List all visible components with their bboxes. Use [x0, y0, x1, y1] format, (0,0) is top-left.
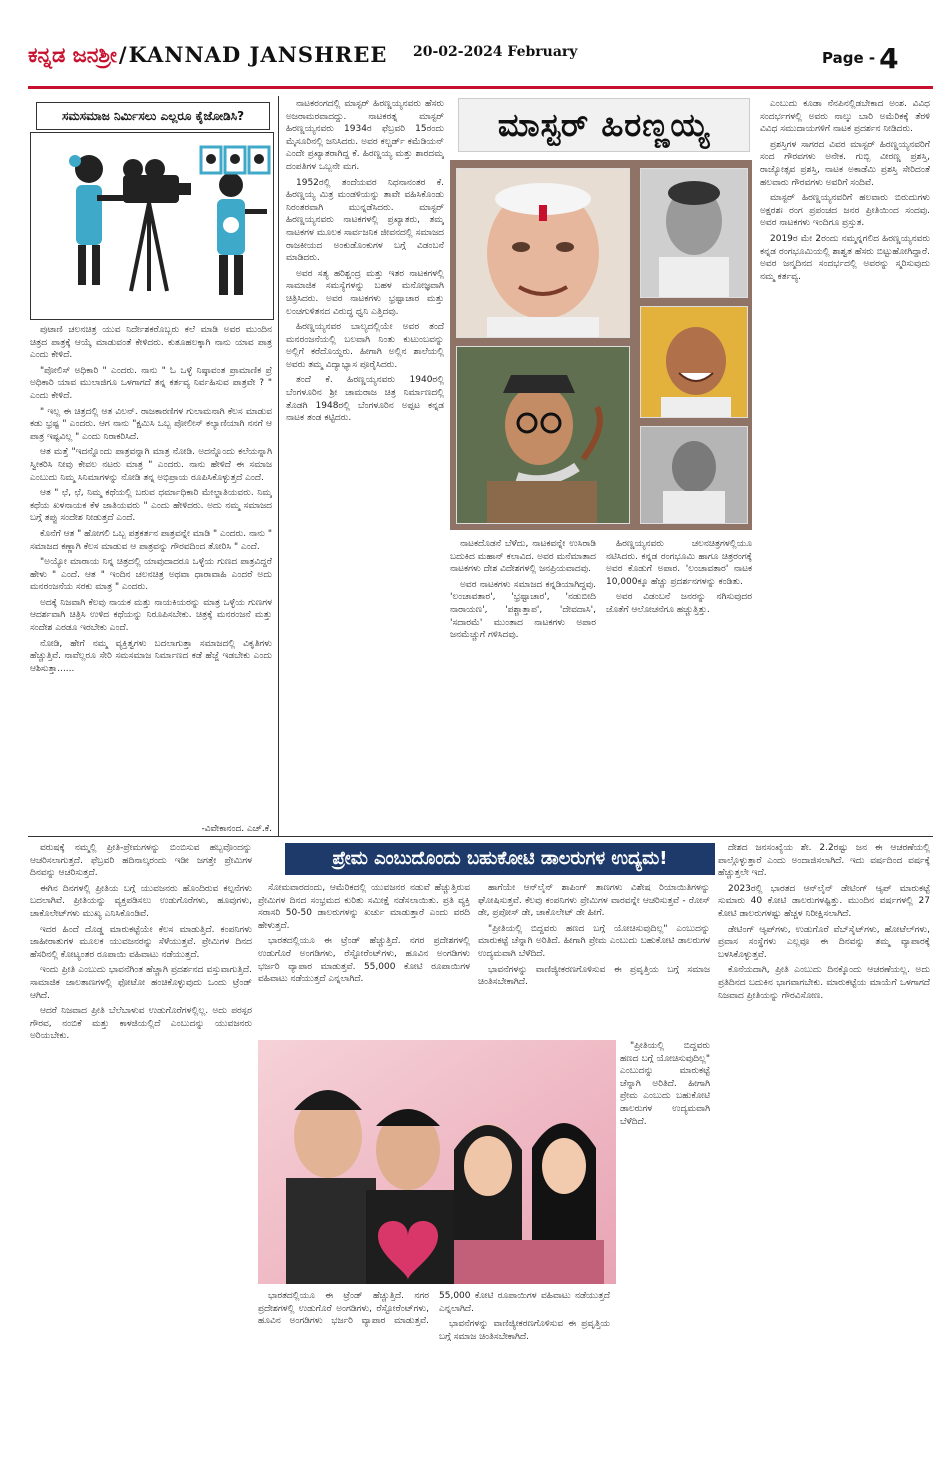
article3-column-2-lower: [258, 1290, 610, 1462]
article1-paragraph: "ಪೋಲಿಸ್ ಅಧಿಕಾರಿ " ಎಂದರು. ನಾನು " ಓ ಒಳ್ಳೆ ನಿಷ್ಠಾವಂತ ಪ್ರಾಮಾಣಿಕ ಪ್ರೆ ಅಧಿಕಾರಿ ಯಾವ ಮುಲಾಜಿಗೂ ಒಳಗಾಗದೆ ತನ್ನ ಕರ್ತವ್ಯ ನಿರ್ವಹಿಸುವ ಪಾತ್ರವೇ ? " ಎಂದು ಕೇಳಿದೆ.: [30, 365, 272, 401]
article3-column-3-side: [620, 1040, 710, 1284]
article1-body: [30, 324, 272, 822]
article3-paragraph: ಈಗಿನ ದಿನಗಳಲ್ಲಿ ಪ್ರೀತಿಯ ಬಗ್ಗೆ ಯುವಜನರು ಹೊಂದಿರುವ ಕಲ್ಪನೆಗಳು ಬದಲಾಗಿವೆ. ಪ್ರೀತಿಯನ್ನು ವ್ಯಕ್ತಪಡಿಸಲು ಉಡುಗೊರೆಗಳು, ಹೂವುಗಳು, ಚಾಕೊಲೇಟ್‌ಗಳು ಮುಖ್ಯ ಎನಿಸಿಕೊಂಡಿವೆ.: [30, 883, 252, 919]
article2-paragraph: ಅವರ ವಿಡಂಬನೆ ಜನರನ್ನು ನಗಿಸುವುದರ ಜೊತೆಗೆ ಆಲೋಚನೆಗೂ ಹಚ್ಚುತ್ತಿತ್ತು.: [606, 592, 752, 615]
article2-column-b: [450, 538, 752, 828]
elder-photo: [640, 426, 748, 524]
article1-signature: -ವಿವೇಕಾನಂದ. ಎಚ್.ಕೆ.: [201, 824, 272, 834]
cartoon-title: ಸಮಸಮಾಜ ನಿರ್ಮಿಸಲು ಎಲ್ಲರೂ ಕೈಜೋಡಿಸಿ?: [36, 102, 270, 130]
masthead: [0, 0, 945, 78]
portrait-photo-main: [456, 168, 630, 338]
logo-english: KANNAD JANSHREE: [128, 42, 388, 67]
newspaper-logo: [28, 42, 387, 68]
article2-paragraph: ಪ್ರಶಸ್ತಿಗಳ ಸಾಗರದ ವಿವರ ಮಾಸ್ಟರ್ ಹಿರಣ್ಣಯ್ಯನವರಿಗೆ ಸಂದ ಗೌರವಗಳು ಅನೇಕ. ಗುಬ್ಬಿ ವೀರಣ್ಣ ಪ್ರಶಸ್ತಿ, ರಾಜ್ಯೋತ್ಸವ ಪ್ರಶಸ್ತಿ, ನಾಟಕ ಅಕಾಡೆಮಿ ಪ್ರಶಸ್ತಿ ಸೇರಿದಂತೆ ಹಲವಾರು ಗೌರವಗಳು ಅವರಿಗೆ ಸಂದಿವೆ.: [760, 139, 930, 188]
logo-kannada: ಕನ್ನಡ ಜನಶ್ರೀ: [28, 43, 117, 67]
article1-paragraph: ಪುಟಾಣಿ ಚಲನಚಿತ್ರ ಯುವ ನಿರ್ದೇಶಕರೊಬ್ಬರು ಕಲೆ ಮಾಡಿ ಅವರ ಮುಂದಿನ ಚಿತ್ರದ ಪಾತ್ರಕ್ಕೆ ಆಯ್ಕೆ ಮಾಡುವಂತೆ ಕೇಳಿದರು. ಕುತೂಹಲಕ್ಕಾಗಿ ನಾನು ಯಾವ ಪಾತ್ರ ಎಂದು ಕೇಳಿದೆ.: [30, 325, 272, 361]
logo-separator: /: [118, 43, 127, 67]
article3-paragraph: ಡೇಟಿಂಗ್ ಆ್ಯಪ್‌ಗಳು, ಉಡುಗೊರೆ ವೆಬ್‌ಸೈಟ್‌ಗಳು, ಹೋಟೆಲ್‌ಗಳು, ಪ್ರವಾಸ ಸಂಸ್ಥೆಗಳು ಎಲ್ಲವೂ ಈ ದಿನವನ್ನು ತಮ್ಮ ವ್ಯಾಪಾರಕ್ಕೆ ಬಳಸಿಕೊಳ್ಳುತ್ತವೆ.: [718, 924, 930, 960]
article2-column-a: [286, 98, 444, 826]
section-divider: [28, 836, 933, 837]
article3-paragraph: ಭಾರತದಲ್ಲಿಯೂ ಈ ಟ್ರೆಂಡ್ ಹೆಚ್ಚುತ್ತಿದೆ. ನಗರ ಪ್ರದೇಶಗಳಲ್ಲಿ ಉಡುಗೊರೆ ಅಂಗಡಿಗಳು, ರೆಸ್ಟೋರೆಂಟ್‌ಗಳು, ಹೂವಿನ ಅಂಗಡಿಗಳು ಭರ್ಜರಿ ವ್ಯಾಪಾರ ಮಾಡುತ್ತವೆ. 55,000 ಕೋಟಿ ರೂಪಾಯಿಗಳ ವಹಿವಾಟು ನಡೆಯುತ್ತದೆ ಎನ್ನಲಾಗಿದೆ.: [258, 1291, 610, 1327]
article3-paragraph: ಇಂದು ಪ್ರೀತಿ ಎಂಬುದು ಭಾವನೆಗಿಂತ ಹೆಚ್ಚಾಗಿ ಪ್ರದರ್ಶನದ ವಸ್ತುವಾಗುತ್ತಿದೆ. ಸಾಮಾಜಿಕ ಜಾಲತಾಣಗಳಲ್ಲಿ ಫೋಟೋ ಹಂಚಿಕೊಳ್ಳುವುದು ಒಂದು ಟ್ರೆಂಡ್ ಆಗಿದೆ.: [30, 965, 252, 1001]
column-divider: [278, 96, 279, 836]
article2-paragraph: ನಾಟಕದೊಡನೆ ಬೆಳೆದು, ನಾಟಕವನ್ನೇ ಉಸಿರಾಡಿ ಬದುಕಿದ ಮಹಾನ್ ಕಲಾವಿದ. ಅವರ ಮನೆಮಾತಾದ ನಾಟಕಗಳು ದೇಶ ವಿದೇಶಗಳಲ್ಲಿ ಜನಪ್ರಿಯವಾದವು.: [450, 539, 596, 575]
article2-paragraph: ಹಿರಣ್ಣಯ್ಯನವರು ಚಲನಚಿತ್ರಗಳಲ್ಲಿಯೂ ನಟಿಸಿದರು. ಕನ್ನಡ ರಂಗಭೂಮಿ ಹಾಗೂ ಚಿತ್ರರಂಗಕ್ಕೆ ಅವರ ಕೊಡುಗೆ ಅಪಾರ. 'ಲಂಚಾವತಾರ' ನಾಟಕ 10,000ಕ್ಕೂ ಹೆಚ್ಚು ಪ್ರದರ್ಶನಗಳನ್ನು ಕಂಡಿತು.: [606, 539, 752, 587]
stage-photo: [456, 346, 630, 524]
article3-paragraph: ಸೋಮವಾರದಂದು, ಆಮೆರಿಕದಲ್ಲಿ ಯುವಜನರ ನಡುವೆ ಹೆಚ್ಚುತ್ತಿರುವ ಪ್ರೇಮಿಗಳ ದಿನದ ಸಂಭ್ರಮದ ಕುರಿತು ಸಮೀಕ್ಷೆ ನಡೆಸಲಾಯಿತು. ಪ್ರತಿ ವ್ಯಕ್ತಿ ಸರಾಸರಿ 50-50 ಡಾಲರುಗಳನ್ನು ಖರ್ಚು ಮಾಡುತ್ತಾರೆ ಎಂದು ವರದಿ ಹೇಳುತ್ತದೆ.: [258, 883, 470, 931]
article3-paragraph: ವರುಷಕ್ಕೆ ನಮ್ಮಲ್ಲಿ ಪ್ರೀತಿ-ಪ್ರೇಮಗಳನ್ನು ಬಿಂಬಿಸುವ ಹಬ್ಬವೊಂದನ್ನು ಆಚರಿಸಲಾಗುತ್ತದೆ. ಫೆಬ್ರವರಿ ಹದಿನಾಲ್ಕರಂದು ಇಡೀ ಜಗತ್ತೇ ಪ್ರೇಮಿಗಳ ದಿನವನ್ನು ಆಚರಿಸುತ್ತದೆ.: [30, 843, 252, 879]
article2-headline: ಮಾಸ್ಟರ್ ಹಿರಣ್ಣಯ್ಯ: [458, 98, 750, 152]
portrait-photo-bw: [640, 168, 748, 298]
article3-column-3: [478, 882, 710, 1034]
article1-paragraph: ಆತ ಮತ್ತೆ "ಇದನ್ನೊಂದು ಪಾತ್ರವನ್ನಾಗಿ ಮಾತ್ರ ನೋಡಿ. ಅದನ್ನೊಂದು ಕಲೆಯನ್ನಾಗಿ ಸ್ವೀಕರಿಸಿ ನೀವು ಕೇವಲ ನಟರು ಮಾತ್ರ " ಎಂದರು. ನಾನು ಹೇಳಿದೆ ಈ ಸಮಾಜ ಎಂಬುದು ನಿಮ್ಮ ಸಿನಿಮಾಗಳನ್ನು ನೋಡಿ ತನ್ನ ಅಭಿಪ್ರಾಯ ರೂಪಿಸಿಕೊಳ್ಳುತ್ತದೆ ಎಂದೆ.: [30, 447, 272, 483]
article2-paragraph: ಹಿರಣ್ಣಯ್ಯನವರ ಬಾಲ್ಯದಲ್ಲಿಯೇ ಅವರ ತಂದೆ ಮನರಂಜನೆಯಲ್ಲಿ ಬಲವಾಗಿ ನಿಂತು ಕುಟುಂಬವನ್ನು ಅಲ್ಲಿಗೆ ಕರೆದೊಯ್ದರು. ಹೀಗಾಗಿ ಅಲ್ಲಿನ ಶಾಲೆಯಲ್ಲಿ ಅವರು ತಮ್ಮ ವಿದ್ಯಾಭ್ಯಾಸ ಪೂರೈಸಿದರು.: [286, 322, 444, 370]
article3-paragraph: ದೇಶದ ಜನಸಂಖ್ಯೆಯ ಶೇ. 2.2ರಷ್ಟು ಜನ ಈ ಆಚರಣೆಯಲ್ಲಿ ಪಾಲ್ಗೊಳ್ಳುತ್ತಾರೆ ಎಂದು ಅಂದಾಜಿಸಲಾಗಿದೆ. ಇದು ವರ್ಷದಿಂದ ವರ್ಷಕ್ಕೆ ಹೆಚ್ಚುತ್ತಲೇ ಇದೆ.: [718, 843, 930, 879]
article3-paragraph: ಕೊನೆಯದಾಗಿ, ಪ್ರೀತಿ ಎಂಬುದು ದಿನಕ್ಕೊಂದು ಆಚರಣೆಯಲ್ಲ. ಅದು ಪ್ರತಿದಿನದ ಬದುಕಿನ ಭಾಗವಾಗಬೇಕು. ಮಾರುಕಟ್ಟೆಯ ಮಾಯೆಗೆ ಒಳಗಾಗದೆ ನಿಜವಾದ ಪ್ರೀತಿಯನ್ನು ಗೌರವಿಸೋಣ.: [718, 965, 930, 1001]
page-number: 4: [879, 42, 899, 75]
article3-paragraph: ಭಾವನೆಗಳನ್ನು ವಾಣಿಜ್ಯೀಕರಣಗೊಳಿಸುವ ಈ ಪ್ರವೃತ್ತಿಯ ಬಗ್ಗೆ ಸಮಾಜ ಚಿಂತಿಸಬೇಕಾಗಿದೆ.: [439, 1319, 610, 1342]
photo-collage: [450, 160, 752, 530]
article3-paragraph: ಆದರೆ ನಿಜವಾದ ಪ್ರೀತಿ ಬೆಲೆಬಾಳುವ ಉಡುಗೊರೆಗಳಲ್ಲಿಲ್ಲ. ಅದು ಪರಸ್ಪರ ಗೌರವ, ನಂಬಿಕೆ ಮತ್ತು ಕಾಳಜಿಯಲ್ಲಿದೆ ಎಂಬುದನ್ನು ಯುವಜನರು ಅರಿಯಬೇಕು.: [30, 1006, 252, 1042]
article2-paragraph: 2019ರ ಮೇ 2ರಂದು ನಮ್ಮನ್ನಗಲಿದ ಹಿರಣ್ಣಯ್ಯನವರು ಕನ್ನಡ ರಂಗಭೂಮಿಯಲ್ಲಿ ಶಾಶ್ವತ ಹೆಸರು ಬಿಟ್ಟುಹೋಗಿದ್ದಾರೆ. ಅವರ ಜನ್ಮದಿನದ ಸಂದರ್ಭದಲ್ಲಿ ಅವರನ್ನು ಸ್ಮರಿಸುವುದು ನಮ್ಮ ಕರ್ತವ್ಯ.: [760, 233, 930, 282]
article2-paragraph: ಎಂಬುದು ಕೂಡಾ ನೆನಪಿನಲ್ಲಿಡಬೇಕಾದ ಅಂಶ. ವಿವಿಧ ಸಂದರ್ಭಗಳಲ್ಲಿ ಅವರು ನಾಲ್ಕು ಬಾರಿ ಅಮೆರಿಕಕ್ಕೆ ತೆರಳಿ ವಿವಿಧ ಸಮುದಾಯಗಳಿಗೆ ನಾಟಕ ಪ್ರದರ್ಶನ ನೀಡಿದರು.: [760, 99, 930, 135]
article3-paragraph: 2023ರಲ್ಲಿ ಭಾರತದ ಆನ್‌ಲೈನ್ ಡೇಟಿಂಗ್ ಆ್ಯಪ್ ಮಾರುಕಟ್ಟೆ ಸುಮಾರು 40 ಕೋಟಿ ಡಾಲರುಗಳಷ್ಟಿತ್ತು. ಮುಂದಿನ ವರ್ಷಗಳಲ್ಲಿ 27 ಕೋಟಿ ಡಾಲರುಗಳಷ್ಟು ಹೆಚ್ಚಳ ನಿರೀಕ್ಷಿಸಲಾಗಿದೆ.: [718, 883, 930, 919]
cartoon-drawing: [31, 133, 273, 319]
couple-photo: [258, 1040, 616, 1284]
article3-paragraph: ಭಾರತದಲ್ಲಿಯೂ ಈ ಟ್ರೆಂಡ್ ಹೆಚ್ಚುತ್ತಿದೆ. ನಗರ ಪ್ರದೇಶಗಳಲ್ಲಿ ಉಡುಗೊರೆ ಅಂಗಡಿಗಳು, ರೆಸ್ಟೋರೆಂಟ್‌ಗಳು, ಹೂವಿನ ಅಂಗಡಿಗಳು ಭರ್ಜರಿ ವ್ಯಾಪಾರ ಮಾಡುತ್ತವೆ. 55,000 ಕೋಟಿ ರೂಪಾಯಿಗಳ ವಹಿವಾಟು ನಡೆಯುತ್ತದೆ ಎನ್ನಲಾಗಿದೆ.: [258, 936, 470, 985]
article2-paragraph: ನಾಟಕರಂಗದಲ್ಲಿ ಮಾಸ್ಟರ್ ಹಿರಣ್ಣಯ್ಯನವರು ಹೆಸರು ಅಜರಾಮರವಾದದ್ದು. ನಾಟಕರತ್ನ ಮಾಸ್ಟರ್ ಹಿರಣ್ಣಯ್ಯನವರು 1934ರ ಫೆಬ್ರವರಿ 15ರಂದು ಮೈಸೂರಿನಲ್ಲಿ ಜನಿಸಿದರು. ಅವರ ಕಲ್ಚರ್ಡ್ ಕಮೆಡಿಯನ್ ಎಂದೇ ಪ್ರಖ್ಯಾತರಾಗಿದ್ದ ಕೆ. ಹಿರಣ್ಣಯ್ಯ ಮತ್ತು ಶಾರದಮ್ಮ ದಂಪತಿಗಳ ಒಬ್ಬನೇ ಮಗ.: [286, 99, 444, 172]
article3-paragraph: ಭಾವನೆಗಳನ್ನು ವಾಣಿಜ್ಯೀಕರಣಗೊಳಿಸುವ ಈ ಪ್ರವೃತ್ತಿಯ ಬಗ್ಗೆ ಸಮಾಜ ಚಿಂತಿಸಬೇಕಾಗಿದೆ.: [478, 964, 710, 988]
article1-paragraph: ಕೊನೆಗೆ ಆತ " ಹೋಗಲಿ ಒಬ್ಬ ಪತ್ರಕರ್ತನ ಪಾತ್ರವನ್ನೇ ಮಾಡಿ " ಎಂದರು. ನಾನು " ಸಮಾಜದ ಕಣ್ಣಾಗಿ ಕೆಲಸ ಮಾಡುವ ಆ ಪಾತ್ರವನ್ನು ಗೌರವದಿಂದ ತೋರಿಸಿ " ಎಂದೆ.: [30, 528, 272, 552]
article2-column-c: [760, 98, 930, 828]
article3-column-1: [30, 842, 252, 1462]
laughing-photo: [640, 306, 748, 418]
page-label: Page -: [822, 49, 876, 67]
article3-column-4: [718, 842, 930, 1462]
article2-paragraph: ಮಾಸ್ಟರ್ ಹಿರಣ್ಣಯ್ಯನವರಿಗೆ ಹಲವಾರು ಬಿರುದುಗಳು ಅಕ್ಷರಶಃ ರಂಗ ಪ್ರಪಂಚದ ಜನರ ಪ್ರೀತಿಯಿಂದ ಸಂದವು. ಅವರ ನಾಟಕಗಳು ಇಂದಿಗೂ ಪ್ರಸ್ತುತ.: [760, 193, 930, 229]
article3-headline: ಪ್ರೇಮ ಎಂಬುದೊಂದು ಬಹುಕೋಟಿ ಡಾಲರುಗಳ ಉದ್ಯಮ!: [285, 843, 715, 875]
article1-paragraph: ಅದಕ್ಕೆ ನಿಜವಾಗಿ ಕೆಲವು ನಾಯಕ ಮತ್ತು ನಾಯಕಿಯರನ್ನು ಮಾತ್ರ ಒಳ್ಳೆಯ ಗುಣಗಳ ಆದರ್ಶವಾಗಿ ಚಿತ್ರಿಸಿ ಉಳಿದ ಕಥೆಯನ್ನು ನಿರೂಪಿಸಬೇಕು. ಚಿತ್ರಕ್ಕೆ ಮನರಂಜನೆ ಮತ್ತು ಸಂದೇಶ ಎರಡೂ ಇರಬೇಕು ಎಂದೆ.: [30, 597, 272, 634]
article3-paragraph: ಹಾಗೆಯೇ ಆನ್‌ಲೈನ್ ಶಾಪಿಂಗ್ ತಾಣಗಳು ವಿಶೇಷ ರಿಯಾಯಿತಿಗಳನ್ನು ಘೋಷಿಸುತ್ತವೆ. ಕೆಲವು ಕಂಪನಿಗಳು ಪ್ರೇಮಿಗಳ ವಾರವನ್ನೇ ಆಚರಿಸುತ್ತವೆ - ರೋಸ್ ಡೇ, ಪ್ರಪೋಸ್ ಡೇ, ಚಾಕೊಲೇಟ್ ಡೇ ಹೀಗೆ.: [478, 883, 710, 919]
article3-paragraph: ಇದರ ಹಿಂದೆ ದೊಡ್ಡ ಮಾರುಕಟ್ಟೆಯೇ ಕೆಲಸ ಮಾಡುತ್ತಿದೆ. ಕಂಪನಿಗಳು ಜಾಹೀರಾತುಗಳ ಮೂಲಕ ಯುವಜನರನ್ನು ಸೆಳೆಯುತ್ತವೆ. ಪ್ರೇಮಿಗಳ ದಿನದ ಹೆಸರಿನಲ್ಲಿ ಕೋಟ್ಯಂತರ ರೂಪಾಯಿ ವಹಿವಾಟು ನಡೆಯುತ್ತದೆ.: [30, 924, 252, 960]
article2-paragraph: ಅವರ ಸತ್ಯ ಹರಿಶ್ಚಂದ್ರ ಮತ್ತು ಇತರ ನಾಟಕಗಳಲ್ಲಿ ಸಾಮಾಜಿಕ ಸಮಸ್ಯೆಗಳನ್ನು ಬಹಳ ಮನೋಜ್ಞವಾಗಿ ಚಿತ್ರಿಸಿದರು. ಅವರ ನಾಟಕಗಳು ಭ್ರಷ್ಟಾಚಾರ ಮತ್ತು ಲಂಚಗುಳಿತನದ ವಿರುದ್ಧ ಧ್ವನಿ ಎತ್ತಿದವು.: [286, 268, 444, 317]
article3-paragraph: "ಪ್ರೀತಿಯಲ್ಲಿ ಬಿದ್ದವರು ಹಣದ ಬಗ್ಗೆ ಯೋಚಿಸುವುದಿಲ್ಲ" ಎಂಬುದನ್ನು ಮಾರುಕಟ್ಟೆ ಚೆನ್ನಾಗಿ ಅರಿತಿದೆ. ಹೀಗಾಗಿ ಪ್ರೇಮ ಎಂಬುದು ಬಹುಕೋಟಿ ಡಾಲರುಗಳ ಉದ್ಯಮವಾಗಿ ಬೆಳೆದಿದೆ.: [478, 923, 710, 959]
cartoon-illustration: [30, 132, 274, 320]
issue-date: 20-02-2024 February: [413, 44, 578, 60]
article1-paragraph: " ಇಲ್ಲ ಈ ಚಿತ್ರದಲ್ಲಿ ಆತ ವಿಲನ್. ರಾಜಕಾರಣಿಗಳ ಗುಲಾಮನಾಗಿ ಕೆಲಸ ಮಾಡುವ ಕಡು ಭ್ರಷ್ಟ " ಎಂದರು. ಆಗ ನಾನು "ಕ್ಷಮಿಸಿ ಒಬ್ಬ ಪೋಲೀಸ್ ಕಲ್ಯಾಣಿಯಾಗಿ ನನಗೆ ಆ ಪಾತ್ರ ಇಷ್ಟವಿಲ್ಲ " ಎಂದು ನಿರಾಕರಿಸಿದೆ.: [30, 406, 272, 442]
article2-paragraph: 1952ರಲ್ಲಿ ತಂದೆಯವರ ನಿಧನಾನಂತರ ಕೆ. ಹಿರಣ್ಣಯ್ಯ ಮಿತ್ರ ಮಂಡಳಿಯನ್ನು ತಾವೇ ವಹಿಸಿಕೊಂಡು ನಿರಂತರವಾಗಿ ಮುನ್ನಡೆಸಿದರು. ಮಾಸ್ಟರ್ ಹಿರಣ್ಣಯ್ಯನವರು ನಾಟಕಗಳಲ್ಲಿ ಪ್ರಖ್ಯಾತರು, ತಮ್ಮ ನಾಟಕಗಳ ಮೂಲಕ ಸಾರ್ವಜನಿಕ ಜೀವನದಲ್ಲಿ ಸಮಾಜದ ರಾಜಕೀಯದ ಅಂಕುಡೊಂಕುಗಳ ಬಗ್ಗೆ ವಿಡಂಬನೆ ಮಾಡಿದರು.: [286, 177, 444, 264]
article2-paragraph: ಅವರ ನಾಟಕಗಳು ಸಮಾಜದ ಕನ್ನಡಿಯಾಗಿದ್ದವು. 'ಲಂಚಾವತಾರ', 'ಭ್ರಷ್ಟಾಚಾರ', 'ನಡುಬೀದಿ ನಾರಾಯಣ', 'ಪಶ್ಚಾತ್ತಾಪ', 'ದೇವದಾಸಿ', 'ಸದಾರಮೆ' ಮುಂತಾದ ನಾಟಕಗಳು ಅಪಾರ ಜನಮೆಚ್ಚುಗೆ ಗಳಿಸಿದವು.: [450, 579, 596, 641]
masthead-rule: [28, 86, 933, 89]
article3-column-2: [258, 882, 470, 1034]
page-indicator: [822, 42, 899, 75]
article1-paragraph: ನೋಡಿ, ಹೇಗೆ ನಮ್ಮ ವ್ಯಕ್ತಿತ್ವಗಳು ಬದಲಾಗುತ್ತಾ ಸಮಾಜದಲ್ಲಿ ವಿಕೃತಿಗಳು ಹೆಚ್ಚುತ್ತಿವೆ. ನಾವೆಲ್ಲರೂ ಸೇರಿ ಸಮಸಮಾಜ ನಿರ್ಮಾಣದ ಕಡೆ ಹೆಜ್ಜೆ ಇಡಬೇಕು ಎಂದು ಆಶಿಸುತ್ತಾ......: [30, 638, 272, 674]
article1-paragraph: ಆತ " ಛೆ, ಛೆ, ನಿಮ್ಮ ಕಥೆಯಲ್ಲಿ ಬರುವ ಧರ್ಮಾಧಿಕಾರಿ ಮೇಲ್ಜಾತಿಯವರು. ನಿಮ್ಮ ಕಥೆಯ ಖಳನಾಯಕ ಕೆಳ ಜಾತಿಯವರು " ಎಂದು ಹೇಳಿದರು. ಅದು ನಮ್ಮ ಸಮಾಜದ ಬಗ್ಗೆ ತಪ್ಪು ಸಂದೇಶ ನೀಡುತ್ತದೆ ಎಂದೆ.: [30, 488, 272, 524]
article3-paragraph: "ಪ್ರೀತಿಯಲ್ಲಿ ಬಿದ್ದವರು ಹಣದ ಬಗ್ಗೆ ಯೋಚಿಸುವುದಿಲ್ಲ" ಎಂಬುದನ್ನು ಮಾರುಕಟ್ಟೆ ಚೆನ್ನಾಗಿ ಅರಿತಿದೆ. ಹೀಗಾಗಿ ಪ್ರೇಮ ಎಂಬುದು ಬಹುಕೋಟಿ ಡಾಲರುಗಳ ಉದ್ಯಮವಾಗಿ ಬೆಳೆದಿದೆ.: [620, 1041, 710, 1127]
article2-paragraph: ತಂದೆ ಕೆ. ಹಿರಣ್ಣಯ್ಯನವರು 1940ರಲ್ಲಿ ಬೆಂಗಳೂರಿನ ಶ್ರೀ ಚಾಮರಾಜ ಚಿತ್ರ ನಿರ್ಮಾಣದಲ್ಲಿ ತೊಡಗಿ 1948ರಲ್ಲಿ ಬೆಂಗಳೂರಿನ ಅಪ್ಪಟ ಕನ್ನಡ ನಾಟಕ ತಂಡ ಕಟ್ಟಿದರು.: [286, 375, 444, 424]
article1-paragraph: "ಅಯ್ಯೋ ಮಾರಾಯ ನಿನ್ನ ಚಿತ್ರದಲ್ಲಿ ಯಾವುದಾದರೂ ಒಳ್ಳೆಯ ಗುಣದ ಪಾತ್ರವಿದ್ದರೆ ಹೇಳು " ಎಂದೆ. ಆತ " ಇಂದಿನ ಚಲನಚಿತ್ರ ಅಥವಾ ಧಾರಾವಾಹಿ ಎಂದರೆ ಅದು ಮನರಂಜನೆಯ ಸರಕು ಮಾತ್ರ " ಎಂದರು.: [30, 557, 272, 593]
